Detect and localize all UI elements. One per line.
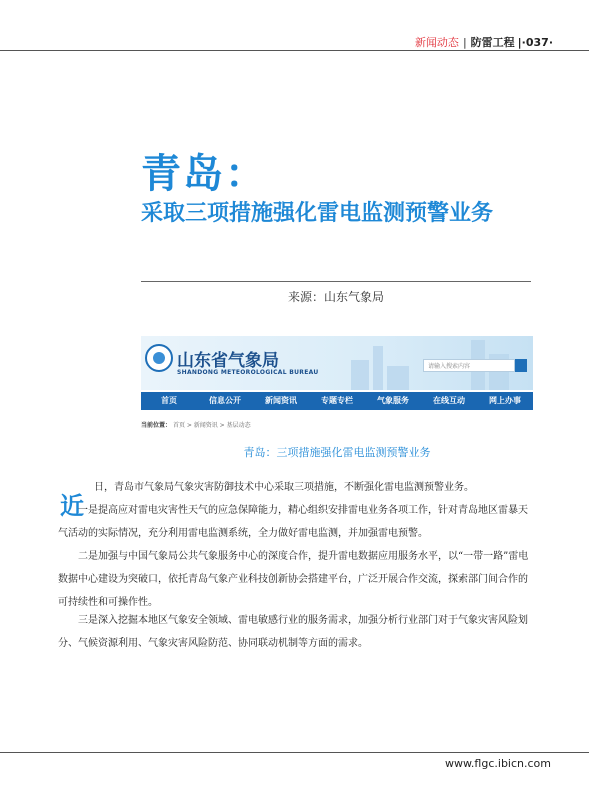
website-screenshot [141,336,533,440]
drop-cap: 近 [60,492,84,520]
search-icon [515,359,527,372]
article-title: 青岛： [141,151,267,197]
site-nav-item: 新闻资讯 [265,396,297,405]
footer-url: www.flgc.ibicn.com [444,757,551,770]
site-nav [141,392,533,410]
source-divider [141,281,531,282]
site-name: 山东省气象局 [177,351,279,371]
site-breadcrumb [141,420,251,429]
paragraph-measure-1: 一是提高应对雷电灾害性天气的应急保障能力，精心组织安排雷电业务各项工作，针对青岛地区雷暴天气活动的实际情况，充分利用雷电监测系统，全力做好雷电监测，并加强雷电预警。 [58,505,528,539]
breadcrumb-path: 首页 > 新闻资讯 > 基层动态 [172,422,251,429]
site-nav-item: 首页 [161,396,177,405]
paragraph-measure-3: 三是深入挖掘本地区气象安全领域、雷电敏感行业的服务需求，加强分析行业部门对于气象灾害风险划分、气候资源利用、气象灾害风险防范、协同联动机制等方面的需求。 [58,615,528,649]
site-nav-item: 气象服务 [377,396,409,405]
header-section: 新闻动态 [414,36,459,49]
site-nav-item: 网上办事 [489,396,521,405]
header-separator: | [462,35,467,49]
header-column: 防雷工程 [470,36,515,49]
header-rule [0,50,589,51]
paragraph-measure-2: 二是加强与中国气象局公共气象服务中心的深度合作，提升雷电数据应用服务水平，以“一带一路”雷电数据中心建设为突破口，依托青岛气象产业科技创新协会搭建平台，广泛开展合作交流，探索部门间合作的可持续性和可操作性。 [58,551,529,608]
site-name-en: SHANDONG METEOROLOGICAL BUREAU [177,369,319,376]
article-source: 来源：山东气象局 [287,290,384,304]
site-article-title: 青岛：三项措施强化雷电监测预警业务 [243,446,431,459]
site-banner [141,336,533,390]
article-subtitle: 采取三项措施强化雷电监测预警业务 [141,201,494,226]
banner-building [351,360,369,390]
site-nav-item: 在线互动 [433,396,465,405]
banner-building [373,346,383,390]
breadcrumb-label: 当前位置： [141,422,172,429]
banner-building [387,366,409,390]
bureau-logo-icon [145,344,173,372]
site-nav-item: 专题专栏 [321,396,353,405]
footer-rule [0,752,589,753]
site-nav-item: 信息公开 [209,396,241,405]
page-number: |·037· [517,35,553,49]
site-search-input: 请输入搜索内容 [423,359,515,372]
page-header [415,34,553,50]
paragraph-intro: 日，青岛市气象局气象灾害防御技术中心采取三项措施，不断强化雷电监测预警业务。 [94,482,474,493]
